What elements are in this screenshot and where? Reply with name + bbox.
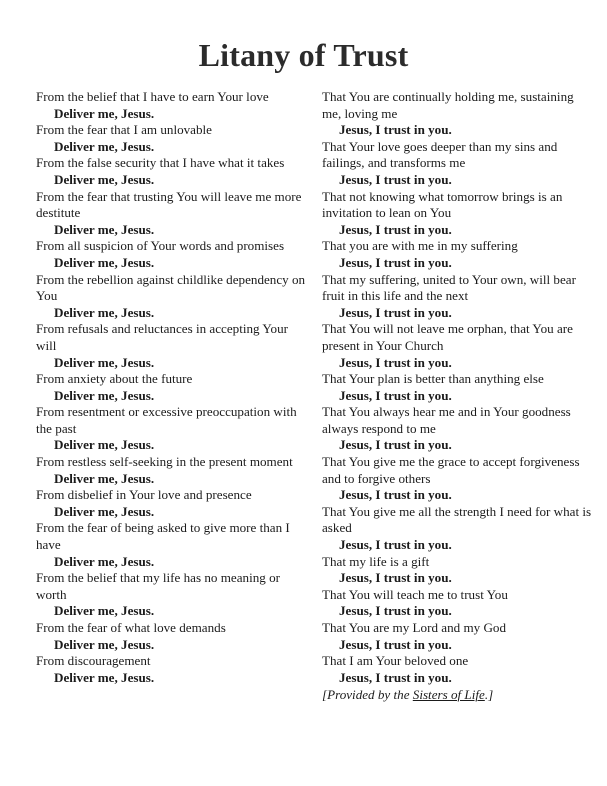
petition-text: That Your plan is better than anything else [322, 371, 544, 387]
litany-item [36, 238, 306, 271]
petition-text: From the fear of being asked to give more than I have [36, 520, 290, 553]
response-text: Jesus, I trust in you. [339, 221, 452, 237]
response-text: Jesus, I trust in you. [339, 122, 452, 138]
response-text: Deliver me, Jesus. [54, 254, 155, 270]
response-text: Jesus, I trust in you. [339, 537, 452, 553]
petition-text: That you are with me in my suffering [322, 238, 518, 254]
response-text: Deliver me, Jesus. [54, 171, 155, 187]
petition-text: That You will teach me to trust You [322, 586, 508, 602]
response-text: Jesus, I trust in you. [339, 487, 452, 503]
petition-text: That You are my Lord and my God [322, 620, 507, 635]
litany-item [322, 189, 594, 239]
litany-item [322, 272, 594, 322]
litany-item [322, 620, 594, 653]
credit-suffix: .] [484, 687, 494, 703]
petition-text: From the belief that my life has no meaning or worth [36, 570, 280, 602]
petition-text: That I am Your beloved one [322, 653, 469, 669]
litany-item [36, 321, 306, 371]
litany-item [322, 404, 594, 454]
response-text: Deliver me, Jesus. [54, 503, 155, 519]
petition-text: From the fear that trusting You will leave me more destitute [36, 188, 302, 221]
response-text: Deliver me, Jesus. [54, 603, 155, 619]
response-text: Deliver me, Jesus. [54, 138, 155, 154]
response-text: Jesus, I trust in you. [339, 570, 452, 586]
left-column [36, 89, 306, 686]
litany-item [36, 404, 306, 454]
response-text: Deliver me, Jesus. [54, 105, 155, 121]
petition-text: That Your love goes deeper than my sins and failings, and transforms me [322, 138, 558, 171]
response-text: Deliver me, Jesus. [54, 470, 155, 486]
litany-item [36, 653, 306, 686]
litany-item [36, 620, 306, 653]
response-text: Jesus, I trust in you. [339, 354, 452, 370]
response-text: Jesus, I trust in you. [339, 171, 452, 187]
litany-item [36, 454, 306, 487]
response-text: Jesus, I trust in you. [339, 387, 452, 403]
litany-item [36, 155, 306, 188]
petition-text: That You are continually holding me, sustaining me, loving me [322, 89, 574, 121]
response-text: Jesus, I trust in you. [339, 669, 452, 685]
litany-item [322, 139, 594, 189]
petition-text: From the rebellion against childlike dependency on You [36, 271, 306, 304]
litany-item [322, 89, 594, 139]
litany-item [322, 504, 594, 554]
petition-text: That my life is a gift [322, 553, 430, 569]
petition-text: From the false security that I have what it takes [36, 155, 285, 171]
petition-text: From anxiety about the future [36, 371, 193, 387]
litany-item [36, 122, 306, 155]
petition-text: That You will not leave me orphan, that You are present in Your Church [322, 321, 573, 353]
response-text: Deliver me, Jesus. [54, 221, 155, 237]
sisters-of-life-link[interactable]: Sisters of Life [412, 687, 485, 703]
litany-item [36, 189, 306, 239]
response-text: Deliver me, Jesus. [54, 304, 155, 320]
petition-text: From disbelief in Your love and presence [36, 487, 252, 503]
petition-text: From discouragement [36, 653, 151, 669]
response-text: Jesus, I trust in you. [339, 636, 452, 652]
petition-text: From all suspicion of Your words and promises [36, 238, 285, 254]
litany-item [322, 587, 594, 620]
response-text: Deliver me, Jesus. [54, 437, 155, 453]
response-text: Jesus, I trust in you. [339, 304, 452, 320]
response-text: Jesus, I trust in you. [339, 603, 452, 619]
response-text: Deliver me, Jesus. [54, 354, 155, 370]
petition-text: From the fear of what love demands [36, 620, 226, 635]
litany-item [36, 570, 306, 620]
response-text: Jesus, I trust in you. [339, 437, 452, 453]
response-text: Deliver me, Jesus. [54, 553, 155, 569]
source-credit [322, 687, 594, 704]
petition-text: From the belief that I have to earn Your love [36, 89, 269, 104]
litany-item [36, 487, 306, 520]
right-column [322, 89, 594, 704]
petition-text: That You give me all the strength I need for what is asked [322, 503, 592, 536]
petition-text: From the fear that I am unlovable [36, 122, 212, 138]
litany-item [322, 454, 594, 504]
petition-text: From refusals and reluctances in accepting Your will [36, 321, 288, 353]
petition-text: That You give me the grace to accept forgiveness and to forgive others [322, 454, 580, 486]
petition-text: That my suffering, united to Your own, will bear fruit in this life and the next [322, 271, 576, 304]
litany-item [322, 238, 594, 271]
litany-item [36, 89, 306, 122]
response-text: Deliver me, Jesus. [54, 669, 155, 685]
credit-prefix: [Provided by the [322, 687, 413, 703]
petition-text: From resentment or excessive preoccupation with the past [36, 404, 297, 436]
litany-item [36, 272, 306, 322]
litany-item [322, 554, 594, 587]
page-title: Litany of Trust [198, 37, 409, 73]
response-text: Deliver me, Jesus. [54, 387, 155, 403]
litany-item [36, 520, 306, 570]
petition-text: That not knowing what tomorrow brings is an invitation to lean on You [322, 188, 563, 221]
litany-item [322, 371, 594, 404]
litany-item [322, 653, 594, 686]
petition-text: That You always hear me and in Your goodness always respond to me [322, 404, 571, 436]
petition-text: From restless self-seeking in the present moment [36, 454, 293, 470]
litany-item [36, 371, 306, 404]
response-text: Deliver me, Jesus. [54, 636, 155, 652]
response-text: Jesus, I trust in you. [339, 254, 452, 270]
litany-item [322, 321, 594, 371]
